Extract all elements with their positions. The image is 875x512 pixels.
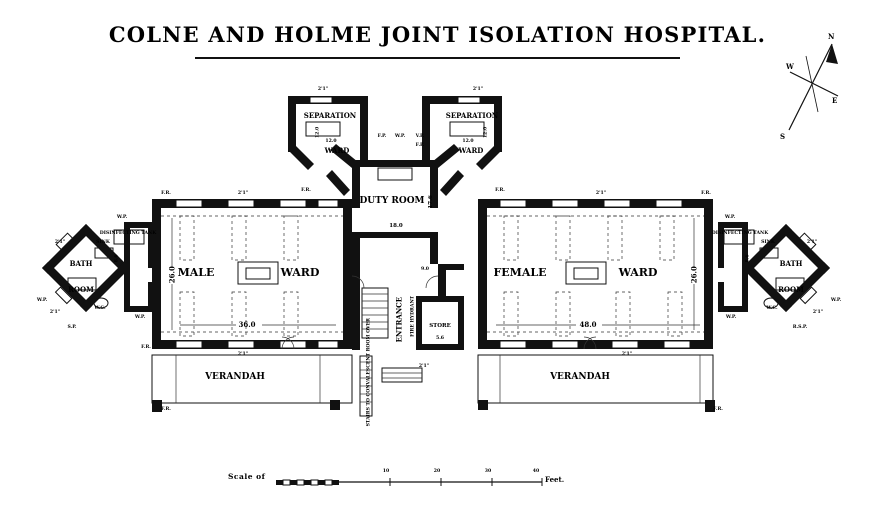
label-wp-right-upper: W.P. <box>724 215 736 220</box>
label-wp-left-upper: W.P. <box>116 215 128 220</box>
label-sp-left: S.P. <box>67 325 77 330</box>
scale-label: Scale of <box>228 472 266 481</box>
compass-west-label: W <box>786 62 794 71</box>
label-fr-2: F.R. <box>301 188 311 193</box>
label-wp-right-outer: W.P. <box>830 298 842 303</box>
dim-bath-right: 8.6 <box>745 254 751 263</box>
win-3: 2'1" <box>237 191 249 196</box>
label-disinfecting-tank-right: DISINFECTING TANK <box>711 231 769 236</box>
dim-entrance-lobby: 9.0 <box>421 267 429 272</box>
female-ward: FEMALE <box>493 266 547 279</box>
dim-separation-right-width: 12.0 <box>462 139 474 144</box>
male-ward: MALE <box>177 266 215 279</box>
win-11: 2'1" <box>418 364 430 369</box>
label-vp-1: V.P. <box>415 134 425 139</box>
label-fr-5: F.R. <box>141 345 151 350</box>
scale-unit: Feet. <box>545 475 565 484</box>
dim-store: 5.6 <box>436 336 444 341</box>
win-10: 2'1" <box>812 310 824 315</box>
label-fr-1: F.R. <box>161 191 171 196</box>
verandah-right: VERANDAH <box>550 372 610 382</box>
label-fp-1: F.P. <box>377 134 387 139</box>
label-sp-right: R.S.P. <box>792 325 808 330</box>
label-fire-hydrant: FIRE HYDRANT <box>410 295 416 337</box>
label-wp-right-lower: W.P. <box>725 315 737 320</box>
compass-south-label: S <box>780 132 786 141</box>
bath-room-right: BATH <box>779 259 803 268</box>
compass-east-label: E <box>832 96 838 105</box>
separation-ward-left-walls <box>288 96 368 170</box>
dim-bath-left: 8.6 <box>114 254 120 263</box>
compass-north-label: N <box>828 32 835 41</box>
dim-duty-room-width: 18.0 <box>389 223 403 229</box>
dim-separation-right-height: 12.0 <box>483 126 489 139</box>
male-ward: WARD <box>280 266 320 279</box>
win-8: 2'1" <box>806 240 818 245</box>
scale-bar <box>276 478 542 486</box>
separation-ward-right: SEPARATION <box>445 111 499 120</box>
separation-ward-left: WARD <box>324 146 350 155</box>
label-sink-right: SINK <box>761 240 775 245</box>
dim-male-ward-length: 36.0 <box>238 320 256 329</box>
separation-ward-right-walls <box>422 96 502 170</box>
label-fr-6: F.R. <box>161 407 171 412</box>
label-wp-left-outer: W.P. <box>36 298 48 303</box>
dim-female-ward-length: 48.0 <box>579 320 597 329</box>
label-fp-2: F.P. <box>415 143 425 148</box>
scale-tick-2: 30 <box>484 469 492 474</box>
bath-room-left: BATH <box>69 259 93 268</box>
duty-room: DUTY ROOM <box>359 196 425 206</box>
win-6: 2'1" <box>621 352 633 357</box>
entrance: ENTRANCE <box>394 296 404 343</box>
dim-separation-left-width: 12.0 <box>325 139 337 144</box>
dim-separation-left-height: 12.0 <box>315 126 321 139</box>
label-sink-left: SINK <box>96 240 110 245</box>
scale-bar-caption <box>228 472 265 481</box>
label-wc-left: W.C. <box>94 306 106 311</box>
label-wp-left-lower: W.P. <box>134 315 146 320</box>
label-stairs: STAIRS TO CONVALESCENT ROOM OVER <box>366 318 372 427</box>
label-fr-7: F.R. <box>713 407 723 412</box>
label-fr-3: F.R. <box>495 188 505 193</box>
label-wc-right: W.C. <box>766 306 778 311</box>
separation-ward-right: WARD <box>458 146 484 155</box>
scale-tick-3: 40 <box>532 469 540 474</box>
label-fr-4: F.R. <box>701 191 711 196</box>
win-2: 2'1" <box>472 87 484 92</box>
win-5: 2'1" <box>237 352 249 357</box>
compass-rose <box>789 44 838 130</box>
label-disinfecting-tank-left: DISINFECTING TANK <box>99 231 157 236</box>
verandah-left: VERANDAH <box>205 372 265 382</box>
duty-room-fixture <box>378 168 412 180</box>
scale-tick-0: 10 <box>382 469 390 474</box>
female-ward: WARD <box>618 266 658 279</box>
separation-ward-left: SEPARATION <box>303 111 357 120</box>
store: STORE <box>429 323 451 329</box>
page-title-text: COLNE AND HOLME JOINT ISOLATION HOSPITAL. <box>108 22 767 47</box>
scale-tick-1: 20 <box>433 469 441 474</box>
win-1: 2'1" <box>317 87 329 92</box>
bath-room-right: ROOM <box>778 285 804 294</box>
dim-male-ward-width: 26.0 <box>167 266 177 284</box>
win-4: 2'1" <box>595 191 607 196</box>
dim-female-ward-width: 26.0 <box>689 266 699 284</box>
win-7: 2'1" <box>54 240 66 245</box>
win-9: 2'1" <box>49 310 61 315</box>
dim-duty-room-depth: 17.6 <box>428 195 435 209</box>
bath-room-left: ROOM <box>68 285 94 294</box>
label-wp-sep-left: W.P. <box>394 134 406 139</box>
